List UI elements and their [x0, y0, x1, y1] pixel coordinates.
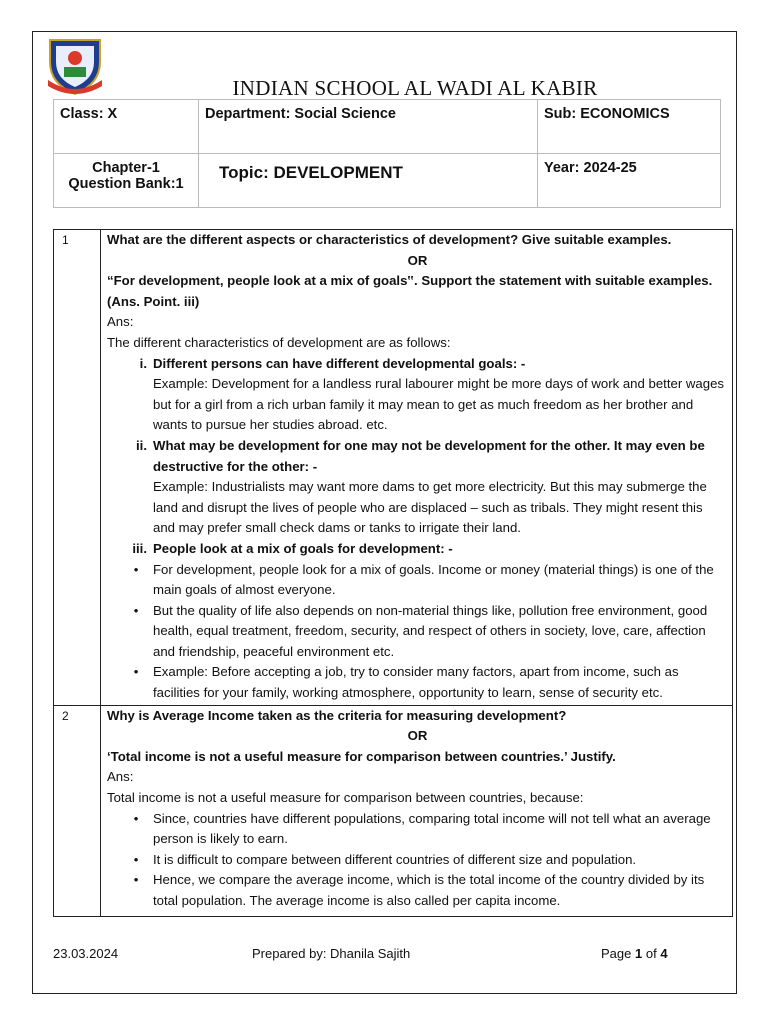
point-numeral: ii. — [136, 437, 147, 453]
page-current: 1 — [635, 946, 643, 961]
point-text: Example: Industrialists may want more dams to get more electricity. But this may submerge the land and disrupt the lives of people who are displaced – such as tribals. They might resent this and may prefer small check dams or tanks to irrigate their land. — [153, 479, 707, 536]
chapter-label: Chapter-1 — [92, 160, 160, 176]
question-text-alt: ‘Total income is not a useful measure for comparison between countries.’ Justify. — [107, 748, 616, 764]
question-number: 2 — [54, 705, 101, 916]
list-item-text: Example: Before accepting a job, try to consider many factors, apart from income, such as facilities for your family, working atmosphere, opportunity to learn, sense of security etc. — [153, 664, 679, 701]
list-item-text: For development, people look for a mix of goals. Income or money (material things) is one of the main goals of almost everyone. — [153, 561, 714, 598]
footer-page-number — [601, 946, 668, 961]
department-cell: Department: Social Science — [199, 100, 538, 154]
list-item — [107, 662, 728, 703]
answer-intro: Total income is not a useful measure for comparison between countries, because: — [107, 790, 584, 806]
answer-point — [107, 436, 728, 477]
point-numeral: iii. — [132, 540, 147, 556]
point-heading: Different persons can have different developmental goals: - — [153, 355, 526, 371]
list-item — [107, 560, 728, 601]
or-separator: OR — [407, 728, 428, 744]
topic-cell — [199, 154, 538, 208]
question-text: What are the different aspects or characteristics of development? Give suitable examples. — [107, 232, 672, 247]
bullet-icon: • — [133, 851, 139, 867]
point-numeral: i. — [139, 355, 147, 371]
school-title: INDIAN SCHOOL AL WADI AL KABIR — [232, 76, 598, 100]
question-number: 1 — [54, 230, 101, 706]
answer-intro: The different characteristics of development are as follows: — [107, 334, 451, 350]
question-bank-label: Question Bank:1 — [68, 176, 184, 192]
chapter-cell — [54, 154, 199, 208]
answer-point — [107, 354, 728, 375]
page-total: 4 — [660, 946, 668, 961]
footer-prepared-by: Prepared by: Dhanila Sajith — [252, 946, 411, 961]
bullet-icon: • — [133, 602, 139, 618]
point-text: Example: Development for a landless rural labourer might be more days of work and better wages but for a girl from a rich urban family it may mean to get as much freedom as her brother and wants to pursue her studies abroad. etc. — [153, 376, 725, 433]
list-item-text: Hence, we compare the average income, which is the total income of the country divided by its total population. The average income is also called per capita income. — [153, 872, 705, 908]
header-table — [53, 99, 721, 208]
bullet-icon: • — [133, 664, 139, 680]
list-item-text: Since, countries have different populations, comparing total income will not tell what an average person is likely to earn. — [153, 810, 711, 847]
list-item — [107, 850, 728, 871]
answer-label: Ans: — [107, 314, 134, 330]
year-cell: Year: 2024-25 — [538, 154, 721, 208]
answer-point — [107, 539, 728, 560]
point-heading: People look at a mix of goals for development: - — [153, 540, 453, 556]
answer-label: Ans: — [107, 769, 134, 785]
or-separator: OR — [407, 252, 428, 268]
question-row — [54, 705, 733, 916]
list-item-text: It is difficult to compare between different countries of different size and population. — [153, 851, 637, 867]
question-text-alt: “For development, people look at a mix of goals‟. Support the statement with suitable examples. (Ans. Point. iii) — [107, 273, 713, 309]
class-cell: Class: X — [54, 100, 199, 154]
point-heading: What may be development for one may not be development for the other. It may even be destructive for the other: - — [153, 437, 705, 474]
question-table — [53, 229, 733, 917]
question-text: Why is Average Income taken as the criteria for measuring development? — [107, 707, 567, 723]
bullet-icon: • — [133, 561, 139, 577]
footer-date: 23.03.2024 — [53, 946, 119, 961]
topic-label: Topic: DEVELOPMENT — [219, 163, 403, 182]
list-item — [107, 870, 728, 914]
question-content — [101, 705, 733, 916]
page-of: of — [645, 946, 657, 961]
subject-cell: Sub: ECONOMICS — [538, 100, 721, 154]
bullet-icon: • — [133, 872, 139, 888]
bullet-icon: • — [133, 810, 139, 826]
question-row — [54, 230, 733, 706]
question-content — [101, 230, 733, 706]
list-item — [107, 601, 728, 663]
page-prefix: Page — [601, 946, 632, 961]
list-item-text: But the quality of life also depends on non-material things like, pollution free environment, good health, equal treatment, freedom, security, and respect of others in society, love, care, affection and friendship, peaceful environment etc. — [153, 602, 708, 659]
list-item — [107, 809, 728, 850]
